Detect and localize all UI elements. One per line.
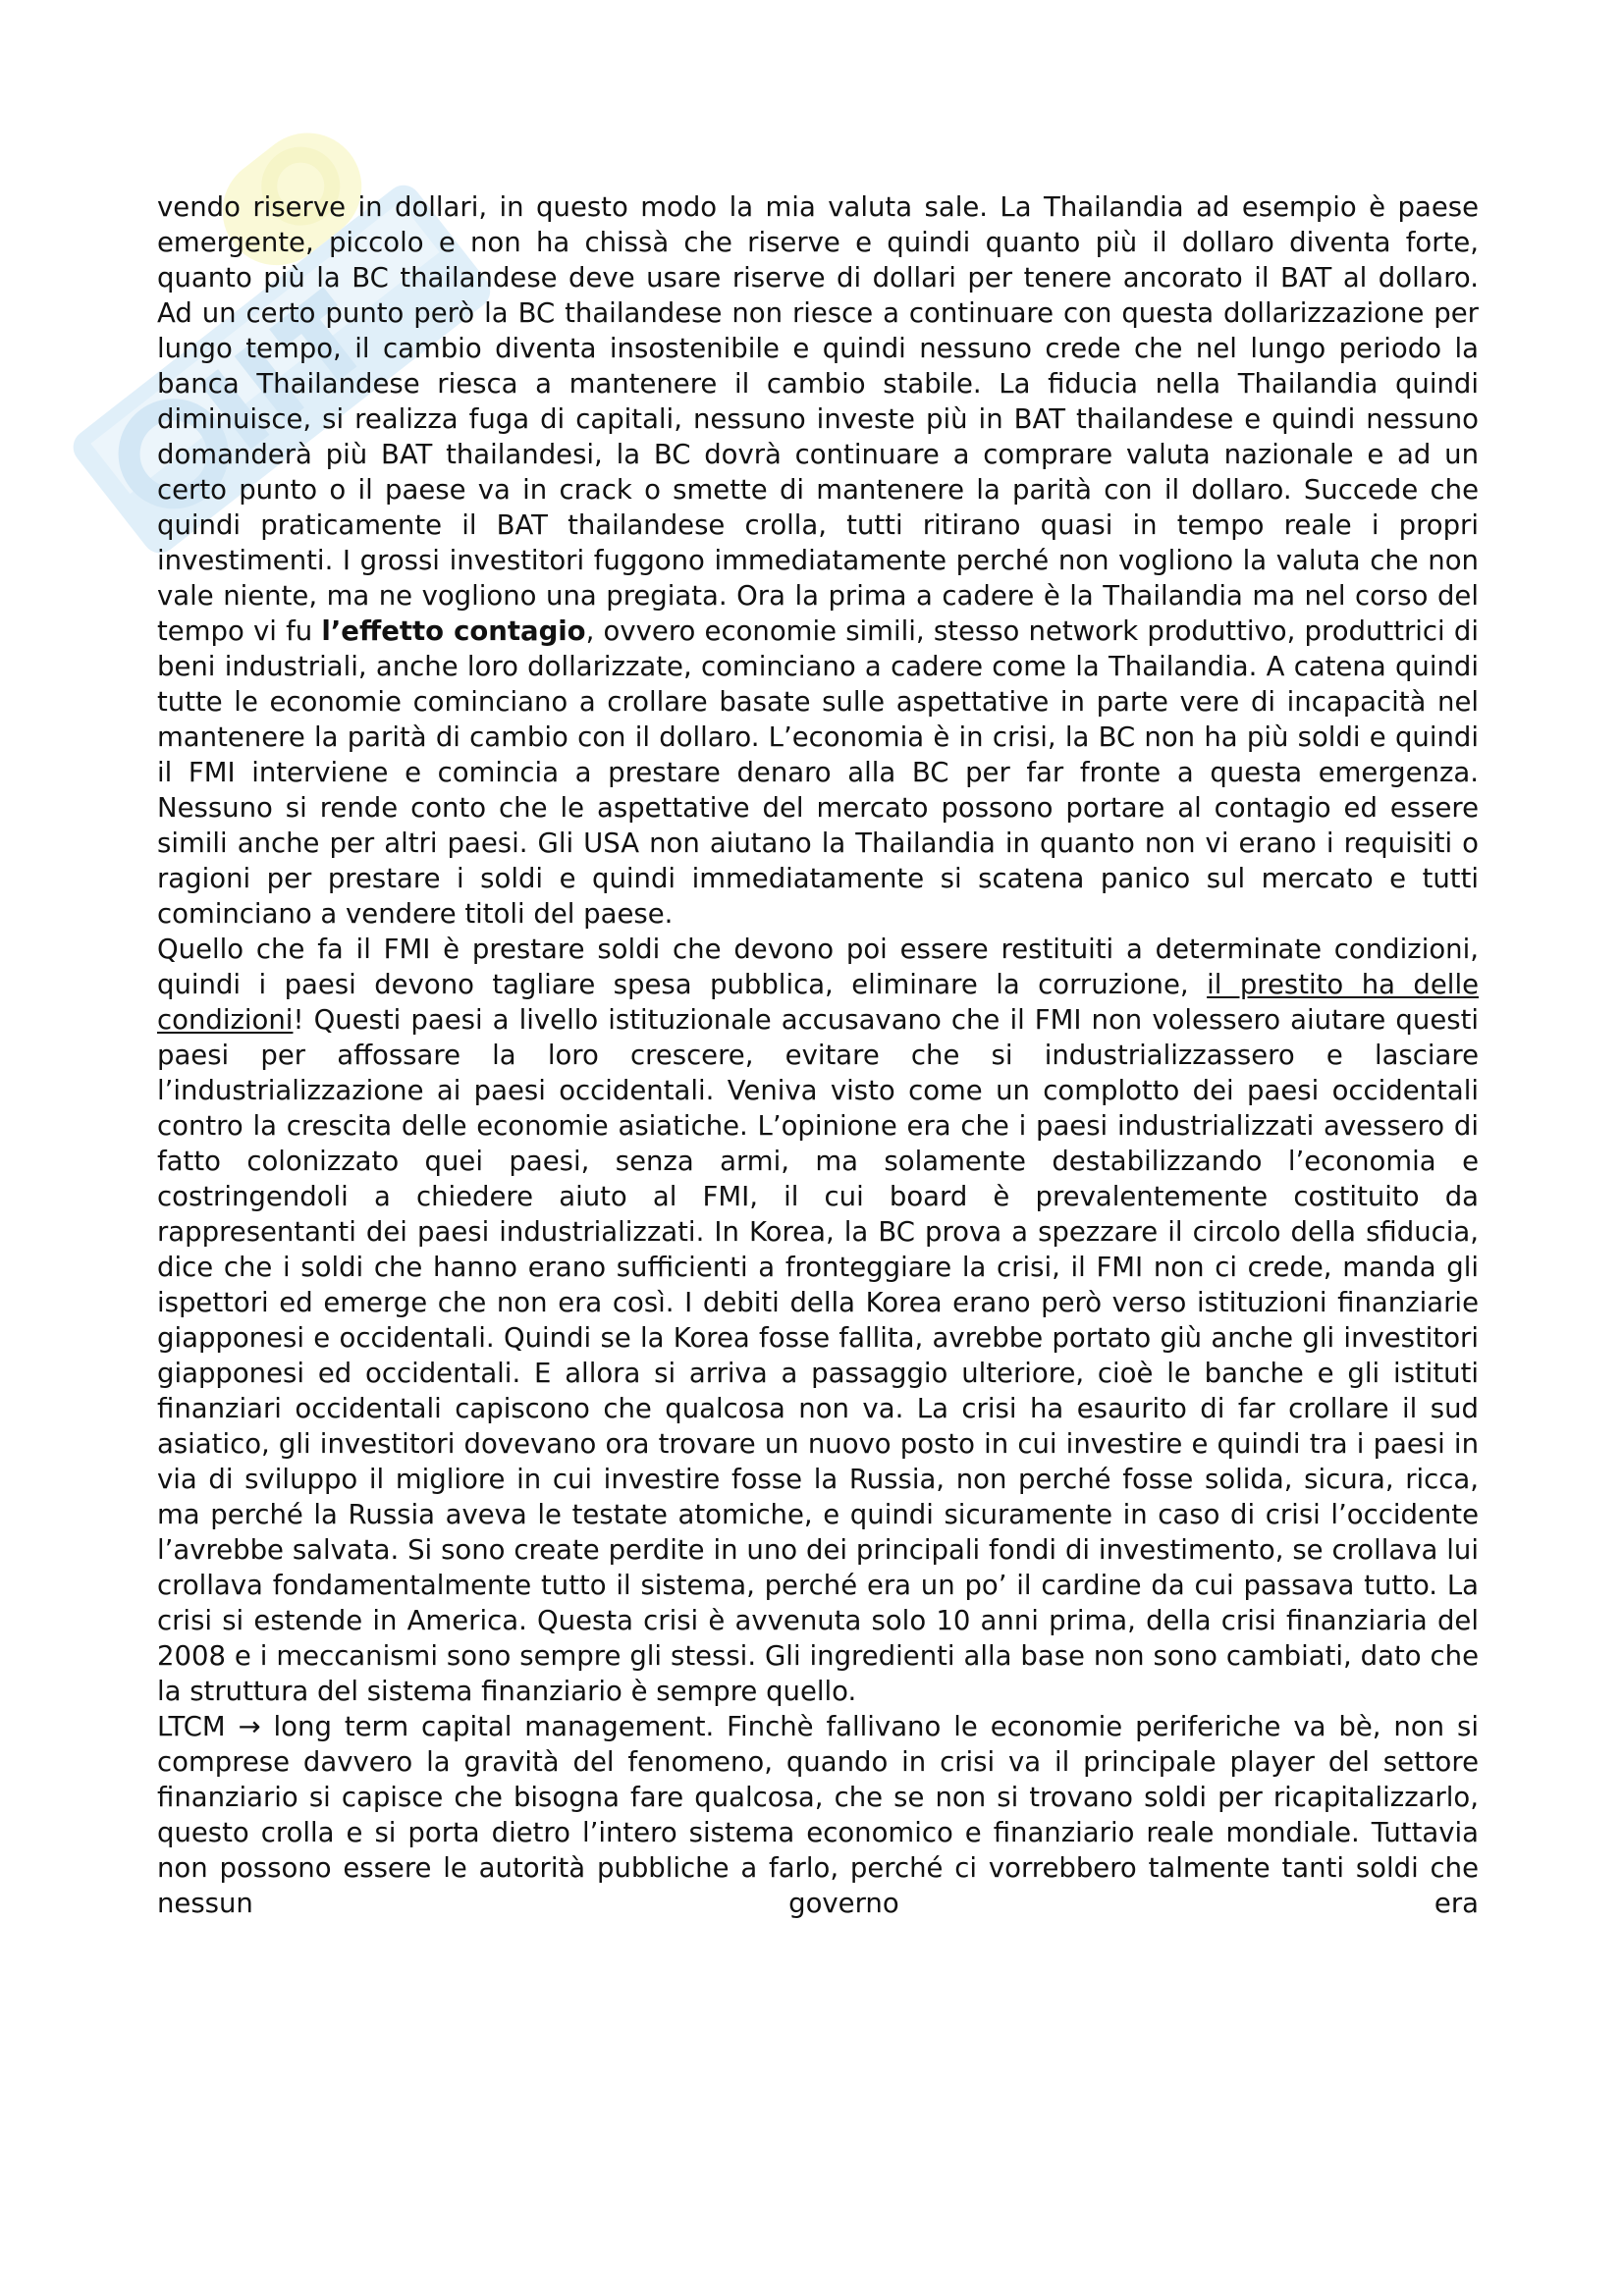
document-body [157,189,1479,1921]
paragraph-text: ! Questi paesi a livello istituzionale accusavano che il FMI non volessero aiutare questi paesi per affossare la loro crescere, evitare che si industrializzassero e lasciare l’industrializzazione ai paesi occidentali. Veniva visto come un complotto dei paesi occidentali contro la crescita delle economie asiatiche. L’opinione era che i paesi industrializzati avessero di fatto colonizzato quei paesi, senza armi, ma solamente destabilizzando l’economia e costringendoli a chiedere aiuto al FMI, il cui board è prevalentemente costituito da rappresentanti dei paesi industrializzati. In Korea, la BC prova a spezzare il circolo della sfiducia, dice che i soldi che hanno erano sufficienti a fronteggiare la crisi, il FMI non ci crede, manda gli ispettori ed emerge che non era così. I debiti della Korea erano però verso istituzioni finanziarie giapponesi e occidentali. Quindi se la Korea fosse fallita, avrebbe portato giù anche gli investitori giapponesi ed occidentali. E allora si arriva a passaggio ulteriore, cioè le banche e gli istituti finanziari occidentali capiscono che qualcosa non va. La crisi ha esaurito di far crollare il sud asiatico, gli investitori dovevano ora trovare un nuovo posto in cui investire e quindi tra i paesi in via di sviluppo il migliore in cui investire fosse la Russia, non perché fosse solida, sicura, ricca, ma perché la Russia aveva le testate atomiche, e quindi sicuramente in caso di crisi l’occidente l’avrebbe salvata. Si sono create perdite in uno dei principali fondi di investimento, se crollava lui crollava fondamentalmente tutto il sistema, perché era un po’ il cardine da cui passava tutto. La crisi si estende in America. Questa crisi è avvenuta solo 10 anni prima, della crisi finanziaria del 2008 e i meccanismi sono sempre gli stessi. Gli ingredienti alla base non sono cambiati, dato che la struttura del sistema finanziario è sempre quello. [157,1004,1479,1707]
paragraph-text: vendo riserve in dollari, in questo modo la mia valuta sale. La Thailandia ad esempio è paese emergente, piccolo e non ha chissà che riserve e quindi quanto più il dollaro diventa forte, quanto più la BC thailandese deve usare riserve di dollari per tenere ancorato il BAT al dollaro. Ad un certo punto però la BC thailandese non riesce a continuare con questa dollarizzazione per lungo tempo, il cambio diventa insostenibile e quindi nessuno crede che nel lungo periodo la banca Thailandese riesca a mantenere il cambio stabile. La fiducia nella Thailandia quindi diminuisce, si realizza fuga di capitali, nessuno investe più in BAT thailandese e quindi nessuno domanderà più BAT thailandesi, la BC dovrà continuare a comprare valuta nazionale e ad un certo punto o il paese va in crack o smette di mantenere la parità con il dollaro. Succede che quindi praticamente il BAT thailandese crolla, tutti ritirano quasi in tempo reale i propri investimenti. I grossi investitori fuggono immediatamente perché non vogliono la valuta che non vale niente, ma ne vogliono una pregiata. Ora la prima a cadere è la Thailandia ma nel corso del tempo vi fu [157,191,1479,647]
paragraph-text: , ovvero economie simili, stesso network produttivo, produttrici di beni industriali, anche loro dollarizzate, cominciano a cadere come la Thailandia. A catena quindi tutte le economie cominciano a crollare basate sulle aspettative in parte vere di incapacità nel mantenere la parità di cambio con il dollaro. L’economia è in crisi, la BC non ha più soldi e quindi il FMI interviene e comincia a prestare denaro alla BC per far fronte a questa emergenza. Nessuno si rende conto che le aspettative del mercato possono portare al contagio ed essere simili anche per altri paesi. Gli USA non aiutano la Thailandia in quanto non vi erano i requisiti o ragioni per prestare i soldi e quindi immediatamente si scatena panico sul mercato e tutti cominciano a vendere titoli del paese. [157,615,1479,930]
paragraph [157,189,1479,932]
underlined-phrase: il prestito ha delle condizioni [157,969,1479,1036]
paragraph [157,1709,1479,1921]
right-arrow-icon: → [238,1711,261,1742]
paragraph-text: long term capital management. Finchè fallivano le economie periferiche va bè, non si comprese davvero la gravità del fenomeno, quando in crisi va il principale player del settore finanziario si capisce che bisogna fare qualcosa, che se non si trovano soldi per ricapitalizzarlo, questo crolla e si porta dietro l’intero sistema economico e finanziario reale mondiale. Tuttavia non possono essere le autorità pubbliche a farlo, perché ci vorrebbero talmente tanti soldi che nessun governo era [157,1711,1479,1919]
paragraph [157,932,1479,1709]
paragraph-text: Quello che fa il FMI è prestare soldi che devono poi essere restituiti a determinate condizioni, quindi i paesi devono tagliare spesa pubblica, eliminare la corruzione, [157,934,1479,1000]
bold-term: l’effetto contagio [321,615,586,647]
paragraph-text: LTCM [157,1711,239,1742]
